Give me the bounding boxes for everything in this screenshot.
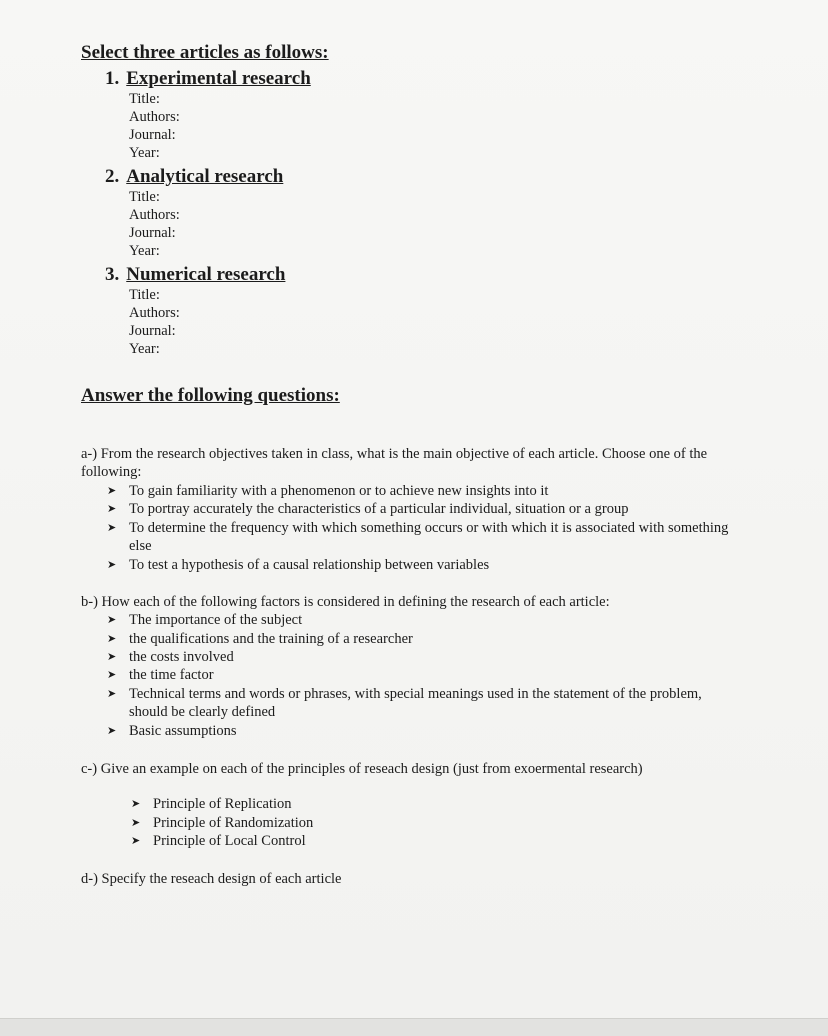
option-text: Technical terms and words or phrases, with special meanings used in the statement of the problem, should be clearly defined [129,686,702,720]
question-b-option [107,722,729,740]
arrow-bullet-icon: ➤ [107,522,117,534]
option-text: To test a hypothesis of a causal relationship between variables [129,557,490,573]
arrow-bullet-icon: ➤ [131,817,141,829]
article-3-authors-field: Authors: [129,305,180,321]
arrow-bullet-icon: ➤ [107,669,117,681]
article-number: 3. [105,264,120,285]
option-text: Principle of Randomization [153,815,314,831]
section2-heading: Answer the following questions: [81,385,340,406]
arrow-bullet-icon: ➤ [107,688,117,700]
arrow-bullet-icon: ➤ [131,835,141,847]
article-1-journal-field: Journal: [129,127,176,143]
arrow-bullet-icon: ➤ [107,559,117,571]
option-text: To gain familiarity with a phenomenon or to achieve new insights into it [129,483,549,499]
question-a: a-) From the research objectives taken in class, what is the main objective of each article. Choose one of the following: [81,446,708,480]
option-text: To determine the frequency with which something occurs or with which it is associated with something else [129,520,729,554]
article-number: 2. [105,166,120,187]
question-b-option [107,630,729,648]
question-b: b-) How each of the following factors is considered in defining the research of each article: [81,594,610,610]
question-a-option [107,556,749,574]
article-name: Analytical research [126,166,284,187]
article-name: Experimental research [126,68,311,89]
page-bottom-edge [0,1018,828,1036]
question-c-option [131,832,713,850]
option-text: To portray accurately the characteristics of a particular individual, situation or a group [129,501,629,517]
option-text: Principle of Replication [153,796,292,812]
article-number: 1. [105,68,120,89]
question-a-option [107,482,749,500]
option-text: the costs involved [129,649,234,665]
arrow-bullet-icon: ➤ [107,614,117,626]
arrow-bullet-icon: ➤ [131,798,141,810]
question-a-option [107,519,729,555]
article-1-title-field: Title: [129,91,160,107]
option-text: the qualifications and the training of a researcher [129,631,413,647]
section1-heading: Select three articles as follows: [81,42,329,63]
article-3-heading [105,264,285,286]
question-a-option [107,500,749,518]
article-1-authors-field: Authors: [129,109,180,125]
question-b-option [107,611,729,629]
article-name: Numerical research [126,264,286,285]
arrow-bullet-icon: ➤ [107,485,117,497]
arrow-bullet-icon: ➤ [107,633,117,645]
question-c-option [131,814,713,832]
option-text: Basic assumptions [129,723,237,739]
article-2-heading [105,166,283,188]
article-2-journal-field: Journal: [129,225,176,241]
arrow-bullet-icon: ➤ [107,651,117,663]
question-c-option [131,795,713,813]
option-text: The importance of the subject [129,612,303,628]
question-c: c-) Give an example on each of the principles of reseach design (just from exoermental research) [81,761,643,777]
article-2-year-field: Year: [129,243,160,259]
article-1-year-field: Year: [129,145,160,161]
question-b-option [107,666,729,684]
article-2-title-field: Title: [129,189,160,205]
question-b-option [107,648,729,666]
article-3-year-field: Year: [129,341,160,357]
article-1-heading [105,68,311,90]
option-text: Principle of Local Control [153,833,306,849]
question-b-option [107,685,719,721]
article-3-journal-field: Journal: [129,323,176,339]
option-text: the time factor [129,667,214,683]
arrow-bullet-icon: ➤ [107,725,117,737]
article-3-title-field: Title: [129,287,160,303]
arrow-bullet-icon: ➤ [107,503,117,515]
question-d: d-) Specify the reseach design of each article [81,871,342,887]
article-2-authors-field: Authors: [129,207,180,223]
